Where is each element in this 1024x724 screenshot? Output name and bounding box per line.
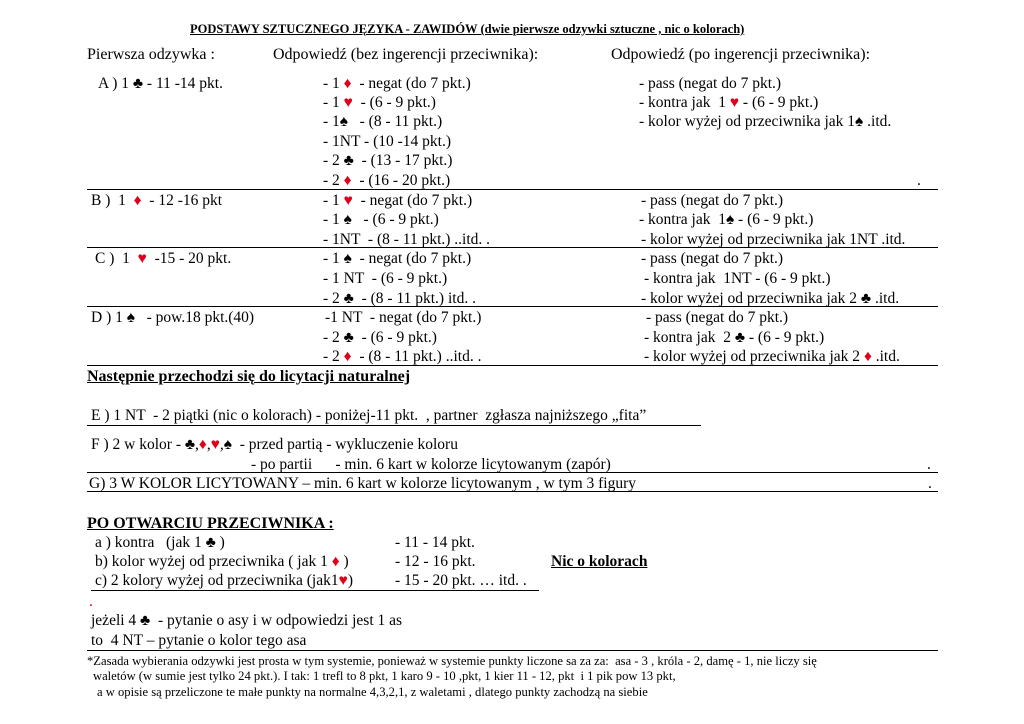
rule-E: E ) 1 NT - 2 piątki (nic o kolorach) - poniżej-11 pkt. , partner zgłasza najniższego „fita” xyxy=(91,407,647,424)
response-C-1: - 1 ♠ - negat (do 7 pkt.) xyxy=(323,250,472,267)
response-A-5: - 2 ♣ - (13 - 17 pkt.) xyxy=(323,152,453,169)
header-first-bid: Pierwsza odzywka : xyxy=(87,46,215,63)
after-opponent-heading: PO OTWARCIU PRZECIWNIKA : xyxy=(87,515,334,532)
interference-D-1: - pass (negat do 7 pkt.) xyxy=(646,309,789,326)
interference-A-2: - kontra jak 1 ♥ - (6 - 9 pkt.) xyxy=(639,94,819,111)
red-dot: . xyxy=(89,593,93,610)
diamond-icon: ♦ xyxy=(343,348,352,365)
row-divider xyxy=(87,306,938,307)
interference-B-1: - pass (negat do 7 pkt.) xyxy=(641,192,784,209)
rule-F-line2: - po partii - min. 6 kart w kolorze licytowanym (zapór) xyxy=(251,456,611,473)
underline-after xyxy=(91,590,539,591)
opening-B-label: B ) 1 ♦ - 12 -16 pkt xyxy=(91,192,223,209)
opening-A-label: A ) 1 ♣ - 11 -14 pkt. xyxy=(98,75,223,92)
row-divider xyxy=(87,365,938,366)
ace-ask-line: jeżeli 4 ♣ - pytanie o asy i w odpowiedzi jest 1 as xyxy=(91,612,403,629)
after-c-left: c) 2 kolory wyżej od przeciwnika (jak1♥) xyxy=(95,572,353,589)
interference-C-1: - pass (negat do 7 pkt.) xyxy=(641,250,784,267)
heart-icon: ♥ xyxy=(343,192,353,209)
rule-F-line1: F ) 2 w kolor - ♣,♦,♥,♠ - przed partią - wykluczenie koloru xyxy=(91,436,458,453)
trailing-dot: . xyxy=(927,456,931,473)
row-divider xyxy=(87,247,938,248)
interference-A-1: - pass (negat do 7 pkt.) xyxy=(639,75,782,92)
interference-D-3: - kolor wyżej od przeciwnika jak 2 ♦ .itd. xyxy=(644,348,900,365)
spade-icon: ♠ xyxy=(223,436,233,453)
response-A-6: - 2 ♦ - (16 - 20 pkt.) xyxy=(323,172,451,189)
underline-G xyxy=(87,491,938,492)
trailing-dot: . xyxy=(928,475,932,492)
interference-B-3: - kolor wyżej od przeciwnika jak 1NT .itd. xyxy=(641,231,906,248)
response-B-2: - 1 ♠ - (6 - 9 pkt.) xyxy=(323,211,439,228)
header-response-no-interference: Odpowiedź (bez ingerencji przeciwnika): xyxy=(273,46,539,63)
response-C-3: - 2 ♣ - (8 - 11 pkt.) itd. . xyxy=(323,290,476,307)
diamond-icon: ♦ xyxy=(863,348,872,365)
response-B-1: - 1 ♥ - negat (do 7 pkt.) xyxy=(323,192,473,209)
heart-icon: ♥ xyxy=(338,572,348,589)
response-D-3: - 2 ♦ - (8 - 11 pkt.) ..itd. . xyxy=(323,348,482,365)
response-A-2: - 1 ♥ - (6 - 9 pkt.) xyxy=(323,94,436,111)
header-response-interference: Odpowiedź (po ingerencji przeciwnika): xyxy=(611,46,871,63)
heart-icon: ♥ xyxy=(210,436,220,453)
no-colors-note: Nic o kolorach xyxy=(551,553,648,570)
after-c-right: - 15 - 20 pkt. … itd. . xyxy=(395,572,527,589)
underline-F xyxy=(87,472,938,473)
response-C-2: - 1 NT - (6 - 9 pkt.) xyxy=(323,270,448,287)
diamond-icon: ♦ xyxy=(343,75,352,92)
heart-icon: ♥ xyxy=(137,250,147,267)
diamond-icon: ♦ xyxy=(198,436,207,453)
rule-G: G) 3 W KOLOR LICYTOWANY – min. 6 kart w kolorze licytowanym , w tym 3 figury xyxy=(89,475,637,492)
heart-icon: ♥ xyxy=(729,94,740,111)
response-D-1: -1 NT - negat (do 7 pkt.) xyxy=(325,309,482,326)
response-D-2: - 2 ♣ - (6 - 9 pkt.) xyxy=(323,329,437,346)
footnote-line-1: *Zasada wybierania odzywki jest prosta w tym systemie, ponieważ w systemie punkty liczone sa za za: asa - 3 , króla - 2, damę - 1, nie liczy się xyxy=(87,654,817,668)
row-divider xyxy=(87,189,938,190)
interference-C-3: - kolor wyżej od przeciwnika jak 2 ♣ .itd. xyxy=(641,290,900,307)
diamond-icon: ♦ xyxy=(343,172,352,189)
underline-E xyxy=(87,425,701,426)
after-b-right: - 12 - 16 pkt. xyxy=(395,553,476,570)
footnote-line-2: waletów (w sumie jest tylko 24 pkt.). I tak: 1 trefl to 8 pkt, 1 karo 9 - 10 ,pkt, 1 kier 11 - 12, pkt i 1 pik pow 13 pkt, xyxy=(93,669,676,683)
document-title: PODSTAWY SZTUCZNEGO JĘZYKA - ZAWIDÓW (dwie pierwsze odzywki sztuczne , nic o kolorach) xyxy=(190,22,745,36)
interference-D-2: - kontra jak 2 ♣ - (6 - 9 pkt.) xyxy=(644,329,825,346)
interference-B-2: - kontra jak 1♠ - (6 - 9 pkt.) xyxy=(639,211,814,228)
diamond-icon: ♦ xyxy=(331,553,340,570)
opening-D-label: D ) 1 ♠ - pow.18 pkt.(40) xyxy=(91,309,255,326)
interference-C-2: - kontra jak 1NT - (6 - 9 pkt.) xyxy=(644,270,831,287)
natural-bidding-heading: Następnie przechodzi się do licytacji naturalnej xyxy=(87,368,411,385)
diamond-icon: ♦ xyxy=(133,192,142,209)
after-a-left: a ) kontra (jak 1 ♣ ) xyxy=(95,534,225,551)
response-A-4: - 1NT - (10 -14 pkt.) xyxy=(323,133,451,150)
trailing-dot: . xyxy=(917,172,921,189)
footnote-line-3: a w opisie są przeliczone te małe punkty na normalne 4,3,2,1, z waletami , dlatego punkty zachodzą na siebie xyxy=(97,685,648,699)
response-A-3: - 1♠ - (8 - 11 pkt.) xyxy=(323,113,443,130)
interference-A-3: - kolor wyżej od przeciwnika jak 1♠ .itd. xyxy=(639,113,892,130)
response-B-3: - 1NT - (8 - 11 pkt.) ..itd. . xyxy=(323,231,491,248)
nt-ask-line: to 4 NT – pytanie o kolor tego asa xyxy=(91,632,307,649)
opening-C-label: C ) 1 ♥ -15 - 20 pkt. xyxy=(95,250,232,267)
heart-icon: ♥ xyxy=(343,94,353,111)
after-a-right: - 11 - 14 pkt. xyxy=(395,534,475,551)
footnote-divider xyxy=(87,650,938,651)
after-b-left: b) kolor wyżej od przeciwnika ( jak 1 ♦ ) xyxy=(95,553,349,570)
response-A-1: - 1 ♦ - negat (do 7 pkt.) xyxy=(323,75,471,92)
club-icon: ♣ xyxy=(184,436,196,453)
